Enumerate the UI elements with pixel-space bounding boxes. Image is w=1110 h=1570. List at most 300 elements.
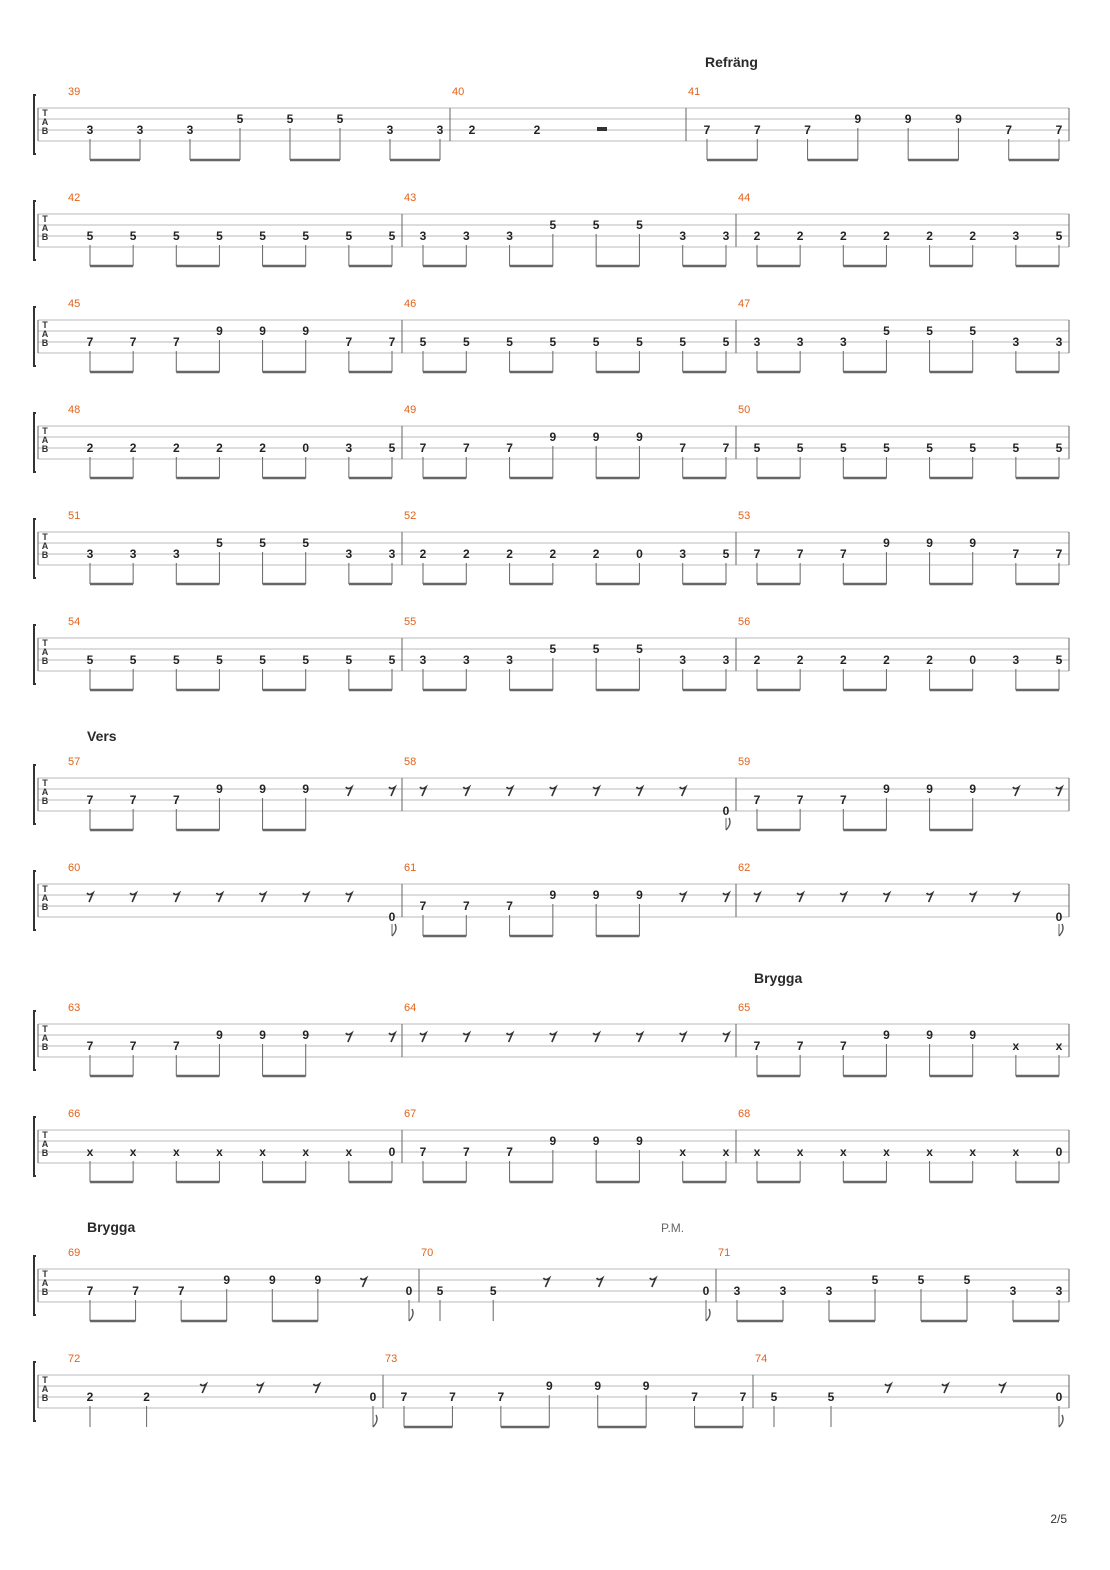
dead-note: x <box>302 1145 310 1159</box>
fret-number: 5 <box>636 218 643 232</box>
fret-number: 2 <box>883 229 890 243</box>
eighth-rest <box>883 893 889 902</box>
tab-clef-letter: T <box>42 320 48 330</box>
fret-number: 5 <box>722 547 730 561</box>
fret-number: 5 <box>722 335 730 349</box>
fret-number: 9 <box>883 1028 890 1042</box>
tab-clef-letter: T <box>42 778 48 788</box>
fret-number: 7 <box>506 441 513 455</box>
fret-number: 9 <box>969 1028 977 1042</box>
system-bracket <box>34 1362 36 1421</box>
fret-number: 7 <box>345 335 353 349</box>
tab-clef-letter: A <box>41 117 49 127</box>
system-bracket <box>34 871 36 930</box>
measure-number: 52 <box>404 510 417 522</box>
measure <box>404 1108 730 1182</box>
eighth-rest <box>840 893 846 902</box>
fret-number: 7 <box>419 899 427 913</box>
section-label: Brygga <box>754 970 803 986</box>
fret-number: 3 <box>386 123 394 137</box>
fret-number: 5 <box>388 441 396 455</box>
fret-number: 9 <box>592 888 600 902</box>
fret-number: 5 <box>172 653 180 667</box>
tab-clef-letter: A <box>41 1139 49 1149</box>
dead-note: x <box>796 1145 804 1159</box>
fret-number: 3 <box>86 547 94 561</box>
fret-number: 3 <box>839 335 847 349</box>
tab-clef-letter: B <box>41 444 49 454</box>
measure-number: 69 <box>68 1247 81 1259</box>
fret-number: 5 <box>286 112 294 126</box>
fret-number: 7 <box>839 547 847 561</box>
fret-number: 7 <box>400 1390 408 1404</box>
eighth-rest <box>313 1384 319 1393</box>
fret-number: 5 <box>592 218 600 232</box>
fret-number: 7 <box>172 1039 180 1053</box>
eighth-rest <box>130 893 136 902</box>
fret-number: 5 <box>926 441 933 455</box>
fret-number: 5 <box>796 441 804 455</box>
note-flag <box>1059 1415 1063 1427</box>
measure <box>404 192 730 266</box>
eighth-rest <box>1056 787 1062 796</box>
measure-number: 56 <box>738 616 751 628</box>
measure <box>68 86 444 160</box>
fret-number: 5 <box>592 642 600 656</box>
tab-system <box>34 1219 1069 1321</box>
fret-number: 5 <box>216 229 223 243</box>
measure-number: 48 <box>68 404 81 416</box>
eighth-rest <box>942 1384 948 1393</box>
eighth-rest <box>260 893 266 902</box>
tab-system <box>34 510 1069 584</box>
dead-note: x <box>839 1145 847 1159</box>
measure <box>68 192 396 266</box>
measure <box>404 616 730 690</box>
eighth-rest <box>797 893 803 902</box>
tab-system <box>34 404 1069 478</box>
dead-note: x <box>883 1145 890 1159</box>
tab-system <box>34 1108 1069 1182</box>
tab-system <box>34 970 1069 1076</box>
fret-number: 7 <box>86 1039 94 1053</box>
eighth-rest <box>597 1278 603 1287</box>
fret-number: 7 <box>739 1390 747 1404</box>
fret-number: 5 <box>236 112 244 126</box>
fret-number: 5 <box>1055 229 1063 243</box>
eighth-rest <box>1013 787 1019 796</box>
measure <box>68 298 396 372</box>
tab-clef-letter: B <box>41 1287 49 1297</box>
fret-number: 2 <box>796 229 804 243</box>
measure <box>68 616 396 690</box>
fret-number: 5 <box>216 536 223 550</box>
measure <box>755 1353 1063 1427</box>
fret-number: 7 <box>388 335 396 349</box>
fret-number: 3 <box>506 653 513 667</box>
tab-clef-letter: A <box>41 1384 49 1394</box>
measure <box>68 1247 413 1321</box>
fret-number: 5 <box>770 1390 778 1404</box>
tab-clef-letter: A <box>41 647 49 657</box>
fret-number: 3 <box>86 123 94 137</box>
fret-number: 9 <box>545 1379 553 1393</box>
fret-number: 5 <box>963 1273 971 1287</box>
eighth-rest <box>593 787 599 796</box>
eighth-rest <box>680 1033 686 1042</box>
eighth-rest <box>507 787 513 796</box>
fret-number: 7 <box>129 793 137 807</box>
measure-number: 41 <box>688 86 701 98</box>
fret-number: 2 <box>143 1390 150 1404</box>
tab-clef-letter: T <box>42 1375 48 1385</box>
measure <box>404 298 730 372</box>
fret-number: 9 <box>592 1134 600 1148</box>
fret-number: 3 <box>1009 1284 1017 1298</box>
fret-number: 2 <box>883 653 890 667</box>
fret-number: 7 <box>839 793 847 807</box>
measure <box>738 510 1063 584</box>
fret-number: 5 <box>1012 441 1020 455</box>
measure <box>68 1108 396 1182</box>
eighth-rest <box>360 1278 366 1287</box>
fret-number: 5 <box>549 642 557 656</box>
fret-number: 2 <box>796 653 804 667</box>
note-flag <box>1059 924 1063 936</box>
fret-number: 9 <box>955 112 962 126</box>
note-flag <box>726 818 730 830</box>
tab-clef-letter: B <box>41 1148 49 1158</box>
eighth-rest <box>87 893 93 902</box>
system-bracket <box>34 95 36 154</box>
dead-note: x <box>1012 1145 1020 1159</box>
tab-clef-letter: T <box>42 108 48 118</box>
fret-number: 9 <box>636 1134 643 1148</box>
measure <box>738 1002 1063 1076</box>
system-bracket <box>34 413 36 472</box>
fret-number: 5 <box>506 335 513 349</box>
eighth-rest <box>389 1033 395 1042</box>
fret-number: 7 <box>1012 547 1020 561</box>
fret-number: 7 <box>839 1039 847 1053</box>
tab-clef-letter: T <box>42 638 48 648</box>
fret-number: 3 <box>1055 335 1063 349</box>
measure <box>452 86 607 137</box>
fret-number: 3 <box>679 653 687 667</box>
fret-number: 3 <box>419 229 427 243</box>
eighth-rest <box>463 787 469 796</box>
fret-number: 7 <box>449 1390 456 1404</box>
fret-number: 3 <box>136 123 144 137</box>
fret-number: 5 <box>1055 653 1063 667</box>
fret-number: 5 <box>462 335 470 349</box>
fret-number: 2 <box>969 229 977 243</box>
fret-number: 2 <box>172 441 180 455</box>
fret-number: 3 <box>186 123 194 137</box>
fret-number: 2 <box>419 547 427 561</box>
measure <box>404 404 730 478</box>
fret-number: 5 <box>827 1390 835 1404</box>
tab-clef-letter: A <box>41 1033 49 1043</box>
fret-number: 0 <box>1055 910 1063 924</box>
fret-number: 7 <box>462 899 470 913</box>
fret-number: 7 <box>497 1390 505 1404</box>
eighth-rest <box>754 893 760 902</box>
measure <box>738 862 1063 936</box>
eighth-rest <box>389 787 395 796</box>
eighth-rest <box>636 787 642 796</box>
fret-number: 9 <box>854 112 862 126</box>
fret-number: 5 <box>871 1273 879 1287</box>
measure <box>68 510 396 584</box>
fret-number: 9 <box>549 1134 557 1148</box>
fret-number: 5 <box>549 218 557 232</box>
fret-number: 0 <box>636 547 643 561</box>
fret-number: 5 <box>259 653 266 667</box>
measure-number: 70 <box>421 1247 434 1259</box>
eighth-rest <box>970 893 976 902</box>
fret-number: 7 <box>753 1039 761 1053</box>
fret-number: 5 <box>883 441 890 455</box>
eighth-rest <box>346 787 352 796</box>
measure-number: 57 <box>68 756 81 768</box>
system-bracket <box>34 201 36 260</box>
measure-number: 66 <box>68 1108 81 1120</box>
fret-number: 7 <box>129 335 137 349</box>
fret-number: 9 <box>549 430 557 444</box>
eighth-rest <box>550 1033 556 1042</box>
system-bracket <box>34 765 36 824</box>
note-flag <box>373 1415 377 1427</box>
fret-number: 5 <box>969 441 977 455</box>
eighth-rest <box>346 893 352 902</box>
fret-number: 2 <box>468 123 476 137</box>
tab-clef-letter: B <box>41 1042 49 1052</box>
fret-number: 2 <box>753 653 761 667</box>
fret-number: 0 <box>369 1390 377 1404</box>
eighth-rest <box>463 1033 469 1042</box>
fret-number: 7 <box>419 441 427 455</box>
fret-number: 7 <box>506 899 513 913</box>
fret-number: 5 <box>926 324 933 338</box>
fret-number: 5 <box>917 1273 925 1287</box>
eighth-rest <box>543 1278 549 1287</box>
fret-number: 9 <box>259 324 266 338</box>
measure <box>404 1002 729 1042</box>
fret-number: 3 <box>753 335 761 349</box>
fret-number: 9 <box>268 1273 276 1287</box>
palm-mute-label: P.M. <box>661 1221 685 1235</box>
fret-number: 3 <box>679 229 687 243</box>
measure-number: 39 <box>68 86 81 98</box>
measure-number: 63 <box>68 1002 81 1014</box>
fret-number: 7 <box>1055 123 1063 137</box>
fret-number: 2 <box>926 653 933 667</box>
fret-number: 0 <box>1055 1145 1063 1159</box>
measure-number: 49 <box>404 404 417 416</box>
measure-number: 71 <box>718 1247 731 1259</box>
fret-number: 9 <box>636 430 643 444</box>
dead-note: x <box>172 1145 180 1159</box>
measure <box>738 192 1063 266</box>
fret-number: 7 <box>703 123 711 137</box>
dead-note: x <box>1012 1039 1020 1053</box>
fret-number: 5 <box>419 335 427 349</box>
fret-number: 5 <box>302 653 310 667</box>
tab-clef-letter: T <box>42 426 48 436</box>
fret-number: 7 <box>172 793 180 807</box>
fret-number: 5 <box>86 653 94 667</box>
measure-number: 44 <box>738 192 751 204</box>
page-number: 2/5 <box>1050 1512 1067 1526</box>
tab-clef-letter: B <box>41 656 49 666</box>
fret-number: 7 <box>753 547 761 561</box>
fret-number: 7 <box>679 441 687 455</box>
fret-number: 7 <box>129 1039 137 1053</box>
measure-number: 53 <box>738 510 751 522</box>
fret-number: 9 <box>594 1379 602 1393</box>
fret-number: 9 <box>592 430 600 444</box>
tab-clef-letter: A <box>41 541 49 551</box>
measure <box>421 1247 710 1321</box>
fret-number: 7 <box>691 1390 698 1404</box>
note-flag <box>706 1309 710 1321</box>
eighth-rest <box>216 893 222 902</box>
measure-number: 55 <box>404 616 417 628</box>
eighth-rest <box>420 787 426 796</box>
fret-number: 0 <box>702 1284 710 1298</box>
tab-clef-letter: T <box>42 884 48 894</box>
eighth-rest <box>636 1033 642 1042</box>
dead-note: x <box>926 1145 933 1159</box>
eighth-rest <box>1013 893 1019 902</box>
tab-clef-letter: T <box>42 532 48 542</box>
tab-clef-letter: B <box>41 1393 49 1403</box>
fret-number: 7 <box>462 1145 470 1159</box>
fret-number: 2 <box>592 547 600 561</box>
system-bracket <box>34 1117 36 1176</box>
fret-number: 3 <box>722 229 730 243</box>
fret-number: 7 <box>506 1145 513 1159</box>
tab-system <box>34 192 1069 266</box>
fret-number: 9 <box>216 782 223 796</box>
fret-number: 5 <box>345 653 353 667</box>
fret-number: 2 <box>506 547 513 561</box>
fret-number: 9 <box>259 782 266 796</box>
eighth-rest <box>507 1033 513 1042</box>
fret-number: 7 <box>86 335 94 349</box>
fret-number: 5 <box>883 324 890 338</box>
fret-number: 5 <box>753 441 761 455</box>
half-rest <box>597 127 607 131</box>
fret-number: 7 <box>419 1145 427 1159</box>
fret-number: 5 <box>216 653 223 667</box>
fret-number: 5 <box>129 229 137 243</box>
fret-number: 2 <box>839 653 847 667</box>
measure-number: 62 <box>738 862 751 874</box>
fret-number: 2 <box>753 229 761 243</box>
measure <box>404 756 730 830</box>
dead-note: x <box>969 1145 977 1159</box>
fret-number: 3 <box>388 547 396 561</box>
eighth-rest <box>173 893 179 902</box>
fret-number: 2 <box>129 441 137 455</box>
fret-number: 5 <box>259 229 266 243</box>
system-bracket <box>34 307 36 366</box>
measure-number: 47 <box>738 298 751 310</box>
fret-number: 5 <box>489 1284 497 1298</box>
fret-number: 9 <box>904 112 912 126</box>
tab-clef-letter: B <box>41 902 49 912</box>
eighth-rest <box>680 787 686 796</box>
measure-number: 59 <box>738 756 751 768</box>
fret-number: 9 <box>549 888 557 902</box>
measure <box>738 298 1063 372</box>
system-bracket <box>34 519 36 578</box>
tab-clef-letter: A <box>41 893 49 903</box>
measure-number: 73 <box>385 1353 398 1365</box>
fret-number: 5 <box>345 229 353 243</box>
tab-system <box>34 616 1069 690</box>
fret-number: 7 <box>796 1039 804 1053</box>
fret-number: 2 <box>462 547 470 561</box>
measure-number: 45 <box>68 298 81 310</box>
measure-number: 65 <box>738 1002 751 1014</box>
fret-number: 9 <box>223 1273 231 1287</box>
fret-number: 3 <box>345 547 353 561</box>
eighth-rest <box>420 1033 426 1042</box>
measure-number: 54 <box>68 616 81 628</box>
note-flag <box>392 924 396 936</box>
dead-note: x <box>259 1145 266 1159</box>
dead-note: x <box>129 1145 137 1159</box>
fret-number: 3 <box>679 547 687 561</box>
fret-number: 7 <box>132 1284 139 1298</box>
fret-number: 0 <box>969 653 977 667</box>
fret-number: 5 <box>336 112 344 126</box>
fret-number: 2 <box>259 441 266 455</box>
tab-clef-letter: T <box>42 214 48 224</box>
measure <box>738 404 1063 478</box>
fret-number: 5 <box>679 335 687 349</box>
fret-number: 7 <box>804 123 811 137</box>
systems <box>34 54 1069 1427</box>
fret-number: 3 <box>825 1284 833 1298</box>
fret-number: 7 <box>86 793 94 807</box>
measure <box>688 86 1063 160</box>
fret-number: 5 <box>129 653 137 667</box>
tab-system <box>34 1353 1069 1427</box>
measure-number: 64 <box>404 1002 417 1014</box>
fret-number: 3 <box>1012 653 1020 667</box>
fret-number: 9 <box>314 1273 322 1287</box>
eighth-rest <box>593 1033 599 1042</box>
tab-clef-letter: B <box>41 338 49 348</box>
fret-number: 0 <box>302 441 310 455</box>
measure-number: 61 <box>404 862 417 874</box>
dead-note: x <box>753 1145 761 1159</box>
fret-number: 0 <box>405 1284 413 1298</box>
measure <box>68 1002 395 1076</box>
fret-number: 9 <box>883 536 890 550</box>
tab-clef-letter: A <box>41 329 49 339</box>
fret-number: 2 <box>216 441 223 455</box>
fret-number: 5 <box>969 324 977 338</box>
eighth-rest <box>999 1384 1005 1393</box>
fret-number: 9 <box>259 1028 266 1042</box>
measure <box>68 404 396 478</box>
fret-number: 0 <box>722 804 730 818</box>
